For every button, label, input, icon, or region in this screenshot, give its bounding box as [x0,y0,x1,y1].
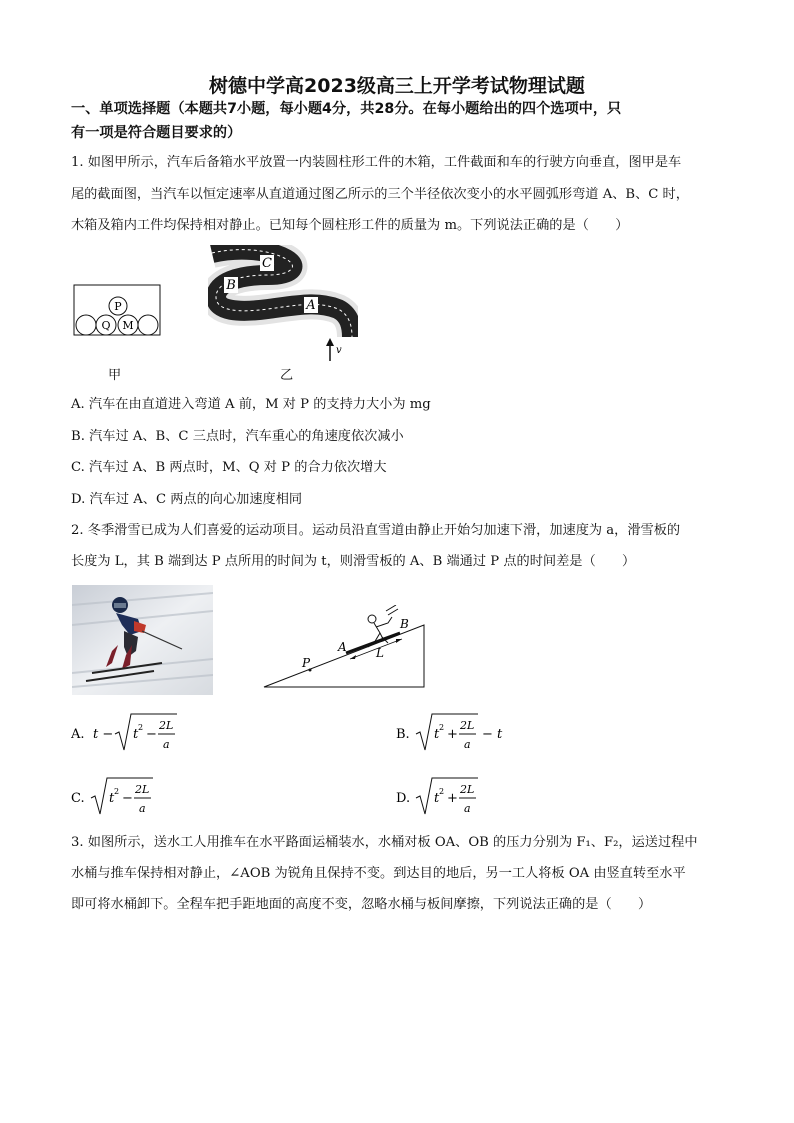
q2-b-den: a [464,738,471,751]
q2-d-t: t [434,791,440,806]
q3-line-1: 3. 如图所示，送水工人用推车在水平路面运桶装水，水桶对板 OA、OB 的压力分别为 F₁、F₂，运送过程中 [71,835,698,850]
q2-d-num: 2L [460,783,475,796]
q1-figure-a-caption: 甲 [108,368,122,383]
q3-line-3: 即可将水桶卸下。全程车把手距地面的高度不变，忽略水桶与板间摩擦，下列说法正确的是（ ） [71,897,652,912]
q2-a-pre: t − [93,727,114,742]
q2-c-num: 2L [135,783,150,796]
q2-d-sup: 2 [439,787,445,796]
q2-slope-diagram [262,605,432,691]
section-heading-line1: 一、单项选择题（本题共7小题，每小题4分，共28分。在每小题给出的四个选项中，只 [71,101,622,117]
q2-d-label: D. [396,791,411,806]
q2-c-den: a [139,802,146,815]
road-label-b: B [226,278,236,293]
q1-figure-road [208,245,358,365]
circle-label-p: P [114,300,122,313]
q1-option-c: C. 汽车过 A、B 两点时，M、Q 对 P 的合力依次增大 [71,460,387,475]
slope-label-b: B [400,617,409,631]
q1-option-a: A. 汽车在由直道进入弯道 A 前，M 对 P 的支持力大小为 mg [71,397,431,412]
circle-label-m: M [122,319,134,332]
slope-label-a: A [338,640,347,654]
q2-b-label: B. [396,727,410,742]
section-heading-line2: 有一项是符合题目要求的） [71,125,242,141]
q1-line-2: 尾的截面图，当汽车以恒定速率从直道通过图乙所示的三个半径依次变小的水平圆弧形弯道 A、B、C 时， [71,187,689,202]
slope-label-l: L [376,646,384,660]
q2-option-b [396,712,526,760]
slope-label-p: P [302,656,311,670]
q2-d-den: a [464,802,471,815]
q2-option-d [396,776,506,824]
q2-option-a [71,712,201,760]
velocity-label: v [336,345,342,356]
road-label-c: C [262,256,272,271]
q1-option-d: D. 汽车过 A、C 两点的向心加速度相同 [71,492,303,507]
q2-a-den: a [163,738,170,751]
q2-a-sup: 2 [138,723,144,732]
q2-skier-photo [72,585,213,695]
q2-b-sup: 2 [439,723,445,732]
q2-b-op: + [447,727,458,742]
q2-a-num: 2L [159,719,174,732]
road-label-a: A [306,298,316,313]
q1-option-b: B. 汽车过 A、B、C 三点时，汽车重心的角速度依次减小 [71,429,404,444]
q2-d-op: + [447,791,458,806]
circle-label-q: Q [101,319,111,332]
q2-b-t: t [434,727,440,742]
q2-c-label: C. [71,791,85,806]
q1-line-3: 木箱及箱内工件均保持相对静止。已知每个圆柱形工件的质量为 m。下列说法正确的是（ ） [71,218,629,233]
q1-figure-b-caption: 乙 [280,368,294,383]
q2-line-2: 长度为 L，其 B 端到达 P 点所用的时间为 t，则滑雪板的 A、B 端通过 P 点的时间差是（ ） [71,554,636,569]
q2-b-post: − t [482,727,503,742]
q2-a-op: − [146,727,157,742]
q2-a-label: A. [71,727,85,742]
q3-line-2: 水桶与推车保持相对静止，∠AOB 为锐角且保持不变。到达目的地后，另一工人将板 OA 由竖直转至水平 [71,866,686,881]
q2-c-sup: 2 [114,787,120,796]
q2-b-num: 2L [460,719,475,732]
q2-c-t: t [109,791,115,806]
q1-line-1: 1. 如图甲所示，汽车后备箱水平放置一内装圆柱形工件的木箱，工件截面和车的行驶方向垂直，图甲是车 [71,155,682,170]
q2-c-op: − [122,791,133,806]
q2-option-c [71,776,181,824]
q1-figure-cylinders [72,283,164,339]
q2-line-1: 2. 冬季滑雪已成为人们喜爱的运动项目。运动员沿直雪道由静止开始匀加速下滑，加速度为 a，滑雪板的 [71,523,681,538]
q2-a-t: t [133,727,139,742]
page-title: 树德中学高2023级高三上开学考试物理试题 [209,75,585,97]
